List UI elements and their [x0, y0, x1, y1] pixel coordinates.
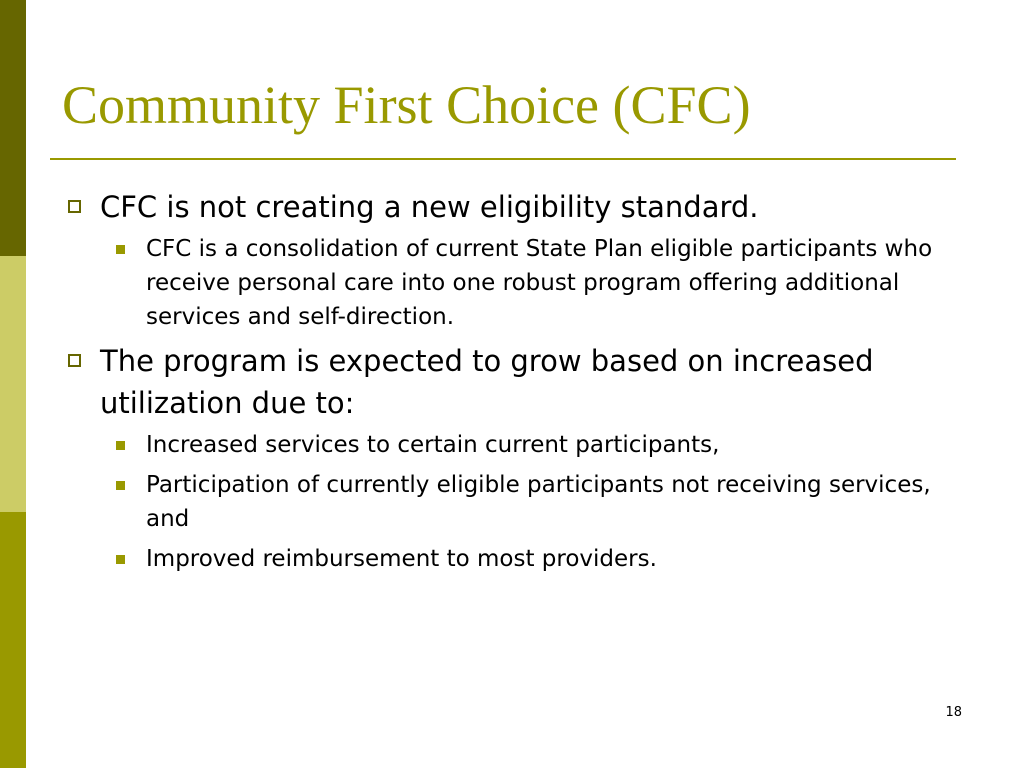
page-number: 18 [945, 705, 962, 720]
bullet-level1 [62, 186, 962, 228]
slide-body [62, 186, 962, 582]
sub-bullet-text: CFC is a consolidation of current State Plan eligible participants who receive personal care into one robust program offering additional services and self-direction. [146, 236, 933, 330]
bullet-text: The program is expected to grow based on increased utilization due to: [100, 344, 874, 420]
sidebar-band-dark [0, 0, 26, 256]
slide-title: Community First Choice (CFC) [62, 75, 751, 135]
bullet-level2 [62, 232, 962, 334]
decorative-sidebar [0, 0, 26, 768]
title-divider [50, 158, 956, 160]
sidebar-band-light [0, 256, 26, 512]
sidebar-band-olive [0, 512, 26, 768]
square-bullet-icon [116, 481, 125, 490]
bullet-level2 [62, 428, 962, 462]
sub-bullet-text: Improved reimbursement to most providers. [146, 546, 657, 572]
bullet-level1 [62, 340, 962, 424]
sub-bullet-text: Participation of currently eligible participants not receiving services, and [146, 472, 931, 532]
hollow-square-bullet-icon [68, 354, 81, 367]
bullet-text: CFC is not creating a new eligibility standard. [100, 190, 759, 224]
bullet-level2 [62, 468, 962, 536]
sub-bullet-text: Increased services to certain current participants, [146, 432, 720, 458]
square-bullet-icon [116, 441, 125, 450]
bullet-level2 [62, 542, 962, 576]
square-bullet-icon [116, 555, 125, 564]
square-bullet-icon [116, 245, 125, 254]
hollow-square-bullet-icon [68, 200, 81, 213]
